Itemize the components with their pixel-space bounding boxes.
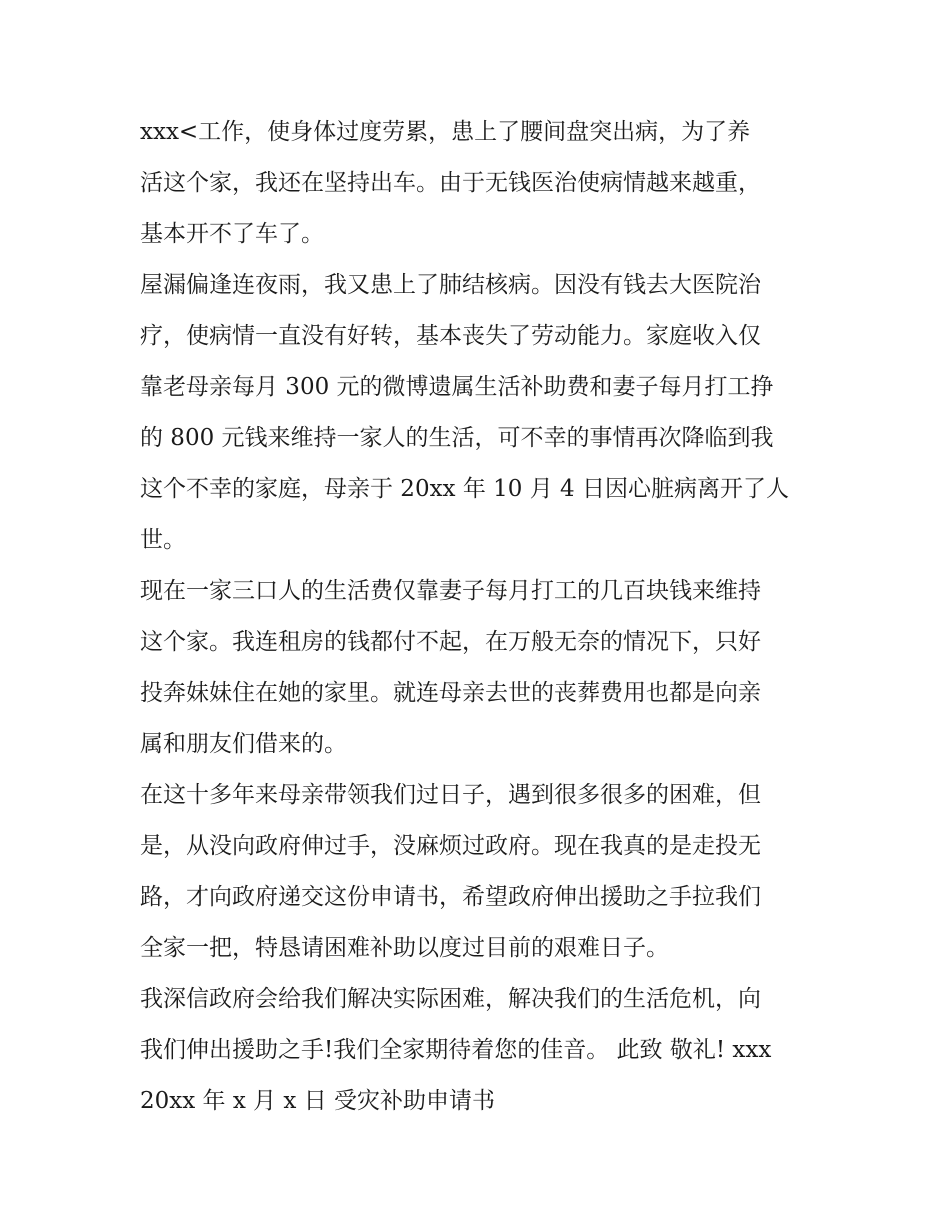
paragraph-tuberculosis bbox=[140, 260, 820, 566]
paragraph-request bbox=[140, 770, 820, 974]
text-line: 靠老母亲每月 300 元的微博遗属生活补助费和妻子每月打工挣 bbox=[140, 374, 774, 400]
text-line: 属和朋友们借来的。 bbox=[140, 731, 347, 757]
paragraph-illness bbox=[140, 107, 820, 260]
paragraph-closing bbox=[140, 974, 820, 1127]
text-line: 我深信政府会给我们解决实际困难，解决我们的生活危机，向 bbox=[140, 986, 761, 1012]
text-line: xxx<工作，使身体过度劳累，患上了腰间盘突出病，为了养 bbox=[140, 119, 751, 145]
text-line: 在这十多年来母亲带领我们过日子，遇到很多很多的困难，但 bbox=[140, 782, 761, 808]
text-line: 路，才向政府递交这份申请书，希望政府伸出援助之手拉我们 bbox=[140, 884, 761, 910]
text-line: 屋漏偏逢连夜雨，我又患上了肺结核病。因没有钱去大医院治 bbox=[140, 272, 761, 298]
text-line: 这个不幸的家庭，母亲于 20xx 年 10 月 4 日因心脏病离开了人 bbox=[140, 476, 789, 502]
text-line: 现在一家三口人的生活费仅靠妻子每月打工的几百块钱来维持 bbox=[140, 578, 761, 604]
signature-date-title: 20xx 年 x 月 x 日 受灾补助申请书 bbox=[140, 1088, 496, 1114]
text-line: 这个家。我连租房的钱都付不起，在万般无奈的情况下，只好 bbox=[140, 629, 761, 655]
text-line: 活这个家，我还在坚持出车。由于无钱医治使病情越来越重， bbox=[140, 170, 761, 196]
text-line: 全家一把，特恳请困难补助以度过目前的艰难日子。 bbox=[140, 935, 669, 961]
text-line: 的 800 元钱来维持一家人的生活，可不幸的事情再次降临到我 bbox=[140, 425, 774, 451]
text-line: 世。 bbox=[140, 527, 186, 553]
text-line: 是，从没向政府伸过手，没麻烦过政府。现在我真的是走投无 bbox=[140, 833, 761, 859]
text-line: 疗，使病情一直没有好转，基本丧失了劳动能力。家庭收入仅 bbox=[140, 323, 761, 349]
text-line: 基本开不了车了。 bbox=[140, 221, 324, 247]
document-body bbox=[140, 107, 820, 1127]
text-line: 投奔妹妹住在她的家里。就连母亲去世的丧葬费用也都是向亲 bbox=[140, 680, 761, 706]
text-line: 我们伸出援助之手!我们全家期待着您的佳音。 此致 敬礼! xxx bbox=[140, 1037, 772, 1063]
paragraph-living-costs bbox=[140, 566, 820, 770]
